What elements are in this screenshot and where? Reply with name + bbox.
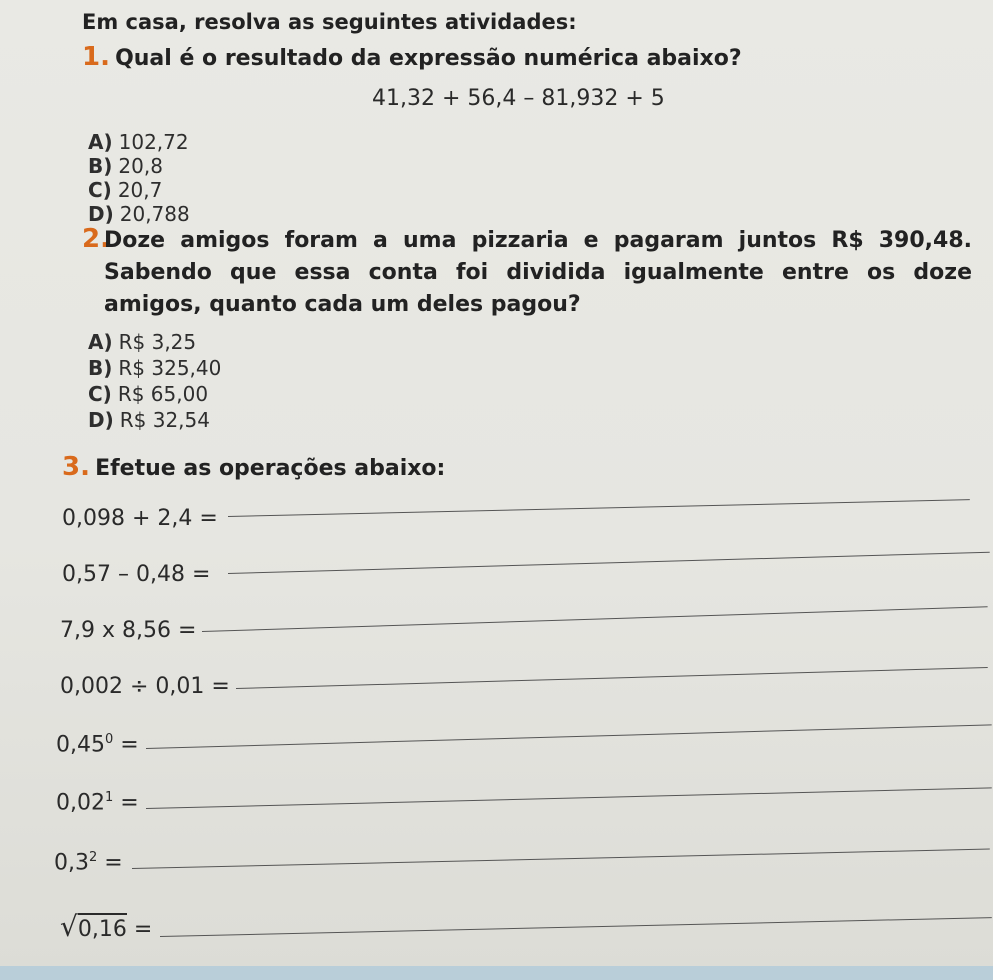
q1-option-a-text: 102,72 [118, 130, 189, 154]
question-2-line-3: amigos, quanto cada um deles pagou? [104, 292, 581, 317]
operation-6-base: 0,02 [56, 790, 105, 816]
q2-option-a-letter: A) [88, 330, 113, 354]
q1-option-c[interactable] [88, 178, 162, 202]
operation-4: 0,002 ÷ 0,01 = [60, 674, 230, 699]
q2-option-c-text: R$ 65,00 [117, 382, 209, 406]
answer-line-8[interactable] [160, 917, 992, 937]
question-1-expression: 41,32 + 56,4 – 81,932 + 5 [372, 86, 665, 111]
q2-option-b-text: R$ 325,40 [118, 356, 222, 380]
answer-line-7[interactable] [132, 849, 990, 869]
q2-option-d-text: R$ 32,54 [119, 408, 210, 432]
operation-6 [56, 790, 139, 815]
answer-line-2[interactable] [228, 552, 990, 574]
operation-7-eq: = [97, 850, 123, 876]
q2-option-d[interactable] [88, 408, 210, 432]
operation-5-eq: = [113, 732, 139, 758]
question-3-text: Efetue as operações abaixo: [95, 456, 446, 481]
answer-line-6[interactable] [146, 787, 992, 809]
q1-option-b-text: 20,8 [118, 154, 163, 178]
answer-line-5[interactable] [146, 724, 992, 749]
question-2-line-1: Doze amigos foram a uma pizzaria e pagaram juntos R$ 390,48. [104, 228, 972, 253]
operation-2: 0,57 – 0,48 = [62, 562, 211, 587]
q2-option-b-letter: B) [88, 356, 113, 380]
question-1-text: Qual é o resultado da expressão numérica abaixo? [115, 46, 742, 71]
q1-option-d-letter: D) [88, 202, 114, 226]
q2-option-b[interactable] [88, 356, 221, 380]
q2-option-a[interactable] [88, 330, 196, 354]
question-3 [62, 452, 445, 482]
question-1-number: 1. [82, 42, 110, 72]
operation-5-exponent: 0 [104, 732, 114, 747]
operation-7-exponent: 2 [89, 850, 98, 865]
q2-option-c-letter: C) [88, 382, 112, 406]
answer-line-3[interactable] [202, 606, 988, 632]
q1-option-d-text: 20,788 [119, 202, 190, 226]
operation-7 [54, 850, 123, 875]
q1-option-b[interactable] [88, 154, 163, 178]
q2-option-d-letter: D) [88, 408, 114, 432]
operation-1: 0,098 + 2,4 = [62, 506, 218, 531]
q2-option-a-text: R$ 3,25 [118, 330, 197, 354]
question-1 [82, 42, 742, 72]
operation-7-base: 0,3 [54, 850, 89, 876]
q1-option-a[interactable] [88, 130, 189, 154]
answer-line-4[interactable] [236, 667, 988, 689]
operation-5 [56, 732, 139, 757]
operation-8-eq: = [126, 917, 153, 942]
operation-6-eq: = [113, 790, 139, 816]
operation-6-exponent: 1 [104, 790, 114, 805]
question-3-number: 3. [62, 452, 90, 482]
page-header: Em casa, resolva as seguintes atividades: [82, 10, 577, 34]
answer-line-1[interactable] [228, 499, 970, 517]
square-root-icon: √0,16 [60, 910, 127, 943]
q1-option-c-letter: C) [88, 178, 112, 202]
q1-option-d[interactable] [88, 202, 190, 226]
question-2-number: 2. [82, 224, 110, 254]
operation-5-base: 0,45 [56, 732, 105, 758]
operation-8 [60, 910, 152, 943]
operation-3: 7,9 x 8,56 = [60, 618, 197, 643]
q2-option-c[interactable] [88, 382, 208, 406]
q1-option-b-letter: B) [88, 154, 113, 178]
q1-option-c-text: 20,7 [117, 178, 163, 202]
page-bottom-edge [0, 966, 993, 980]
question-2-line-2: Sabendo que essa conta foi dividida igualmente entre os doze [104, 260, 972, 285]
operation-8-radicand: 0,16 [78, 913, 127, 942]
q1-option-a-letter: A) [88, 130, 113, 154]
